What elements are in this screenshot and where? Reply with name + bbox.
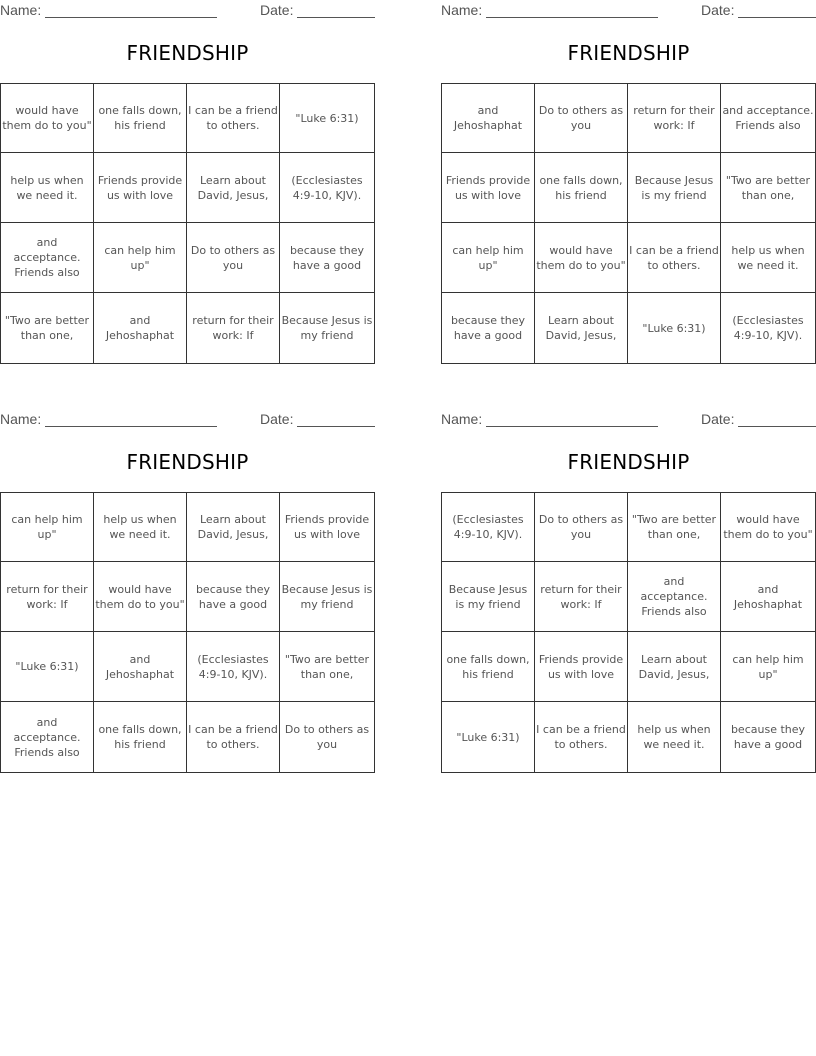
date-blank-line[interactable]	[738, 3, 816, 18]
name-field	[441, 2, 658, 18]
bingo-cell: help us when we need it.	[1, 153, 94, 223]
bingo-card-1	[0, 0, 376, 372]
bingo-cell: would have them do to you"	[1, 84, 94, 153]
bingo-cell: I can be a friend to others.	[187, 702, 280, 772]
bingo-cell: "Luke 6:31)	[280, 84, 374, 153]
bingo-cell: help us when we need it.	[628, 702, 721, 772]
bingo-cell: and acceptance. Friends also	[1, 223, 94, 293]
date-blank-line[interactable]	[297, 3, 375, 18]
date-field	[260, 411, 375, 427]
bingo-cell: Friends provide us with love	[442, 153, 535, 223]
bingo-cell: Friends provide us with love	[94, 153, 187, 223]
bingo-cell: Because Jesus is my friend	[442, 562, 535, 632]
bingo-cell: (Ecclesiastes 4:9-10, KJV).	[187, 632, 280, 702]
bingo-cell: Do to others as you	[187, 223, 280, 293]
name-date-row	[0, 0, 376, 22]
name-blank-line[interactable]	[45, 412, 217, 427]
bingo-cell: and acceptance. Friends also	[721, 84, 815, 153]
bingo-cell: (Ecclesiastes 4:9-10, KJV).	[442, 493, 535, 562]
bingo-cell: return for their work: If	[628, 84, 721, 153]
bingo-grid	[0, 83, 375, 364]
name-date-row	[0, 409, 376, 431]
date-field	[701, 2, 816, 18]
bingo-cell: Learn about David, Jesus,	[187, 153, 280, 223]
bingo-cell: return for their work: If	[1, 562, 94, 632]
bingo-cell: Because Jesus is my friend	[280, 562, 374, 632]
card-title: FRIENDSHIP	[126, 41, 249, 65]
name-blank-line[interactable]	[486, 412, 658, 427]
bingo-cell: (Ecclesiastes 4:9-10, KJV).	[280, 153, 374, 223]
bingo-cell: "Luke 6:31)	[628, 293, 721, 363]
bingo-cell: Do to others as you	[284, 723, 370, 751]
bingo-cell: can help him up"	[721, 632, 815, 702]
bingo-cell: would have them do to you"	[94, 562, 187, 632]
bingo-grid	[441, 83, 816, 364]
bingo-cell: and acceptance. Friends also	[1, 702, 94, 772]
bingo-grid	[441, 492, 816, 773]
name-field	[0, 411, 217, 427]
bingo-grid	[0, 492, 375, 773]
name-label: Name:	[441, 2, 483, 18]
name-blank-line[interactable]	[45, 3, 217, 18]
bingo-cell: Do to others as you	[535, 493, 628, 562]
name-label: Name:	[0, 411, 42, 427]
bingo-cell: "Two are better than one,	[1, 293, 94, 363]
name-field	[0, 2, 217, 18]
bingo-cell: and Jehoshaphat	[94, 632, 187, 702]
bingo-cell: "Luke 6:31)	[442, 702, 535, 772]
bingo-cell: I can be a friend to others.	[628, 223, 721, 293]
bingo-cell: can help him up"	[94, 223, 187, 293]
bingo-cell: can help him up"	[442, 223, 535, 293]
bingo-cell: "Two are better than one,	[280, 632, 374, 702]
bingo-cell: would have them do to you"	[721, 493, 815, 562]
name-date-row	[441, 409, 816, 431]
bingo-cell: (Ecclesiastes 4:9-10, KJV).	[732, 314, 804, 342]
date-label: Date:	[260, 411, 294, 427]
card-title: FRIENDSHIP	[567, 41, 690, 65]
bingo-cell: one falls down, his friend	[94, 702, 187, 772]
date-label: Date:	[260, 2, 294, 18]
bingo-cell: because they have a good	[442, 293, 535, 363]
name-date-row	[441, 0, 816, 22]
bingo-cell: I can be a friend to others.	[187, 84, 280, 153]
bingo-cell: Because Jesus is my friend	[628, 153, 721, 223]
bingo-cell: return for their work: If	[187, 293, 280, 363]
bingo-cell: one falls down, his friend	[94, 84, 187, 153]
bingo-cell: return for their work: If	[535, 562, 628, 632]
bingo-cell: help us when we need it.	[94, 493, 187, 562]
bingo-cell: "Two are better than one,	[721, 153, 815, 223]
bingo-card-3	[0, 409, 376, 781]
bingo-cell: I can be a friend to others.	[535, 702, 628, 772]
bingo-cell: Friends provide us with love	[280, 493, 374, 562]
bingo-cell: can help him up"	[1, 493, 94, 562]
date-label: Date:	[701, 2, 735, 18]
bingo-cell: Learn about David, Jesus,	[187, 493, 280, 562]
bingo-cell: one falls down, his friend	[442, 632, 535, 702]
name-label: Name:	[0, 2, 42, 18]
bingo-cell: Learn about David, Jesus,	[628, 632, 721, 702]
bingo-cell: and Jehoshaphat	[94, 293, 187, 363]
bingo-cell: and Jehoshaphat	[442, 84, 535, 153]
date-blank-line[interactable]	[297, 412, 375, 427]
bingo-cell: help us when we need it.	[721, 223, 815, 293]
bingo-cell: "Two are better than one,	[628, 493, 721, 562]
bingo-card-2	[441, 0, 816, 372]
card-title: FRIENDSHIP	[567, 450, 690, 474]
bingo-cell: because they have a good	[280, 223, 374, 293]
name-blank-line[interactable]	[486, 3, 658, 18]
bingo-cell: would have them do to you"	[535, 223, 628, 293]
bingo-card-4	[441, 409, 816, 781]
bingo-cell: because they have a good	[187, 562, 280, 632]
card-title: FRIENDSHIP	[126, 450, 249, 474]
date-field	[260, 2, 375, 18]
bingo-cell: and Jehoshaphat	[721, 562, 815, 632]
date-label: Date:	[701, 411, 735, 427]
bingo-cell: "Luke 6:31)	[1, 632, 94, 702]
name-field	[441, 411, 658, 427]
bingo-cell: Because Jesus is my friend	[281, 314, 373, 342]
date-field	[701, 411, 816, 427]
date-blank-line[interactable]	[738, 412, 816, 427]
bingo-cell: because they have a good	[730, 723, 806, 751]
bingo-cell: Friends provide us with love	[535, 632, 628, 702]
bingo-cell: Do to others as you	[535, 84, 628, 153]
bingo-cell: one falls down, his friend	[535, 153, 628, 223]
bingo-cell: and acceptance. Friends also	[628, 562, 721, 632]
name-label: Name:	[441, 411, 483, 427]
bingo-cell: Learn about David, Jesus,	[535, 293, 628, 363]
